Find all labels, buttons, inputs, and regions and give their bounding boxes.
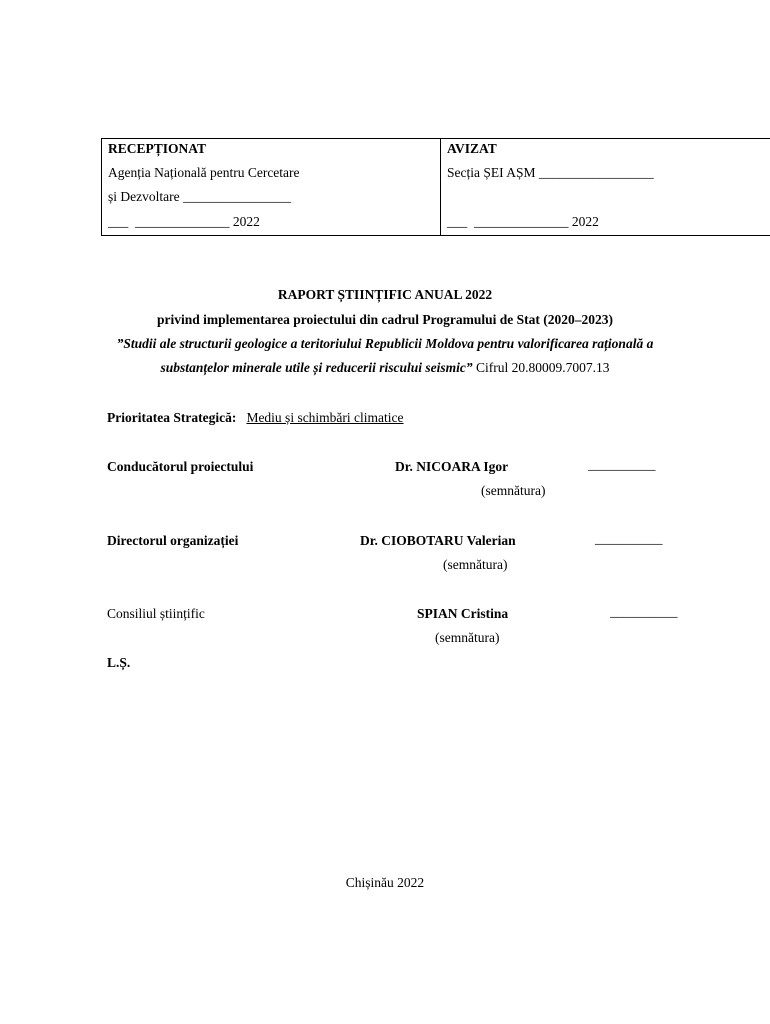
endorsed-date: ___ ______________ 2022 bbox=[447, 214, 599, 229]
signature-role-director: Directorul organizației bbox=[107, 533, 239, 548]
report-title: RAPORT ȘTIINȚIFIC ANUAL 2022 bbox=[277, 287, 493, 302]
signature-role-project-lead: Conducătorul proiectului bbox=[107, 459, 254, 474]
project-title-line1: ”Studii ale structurii geologice a teritoriului Republicii Moldova pentru valorificarea rațională a bbox=[116, 336, 654, 351]
signature-caption-council: (semnătura) bbox=[435, 630, 500, 645]
signature-line-council: __________ bbox=[610, 604, 678, 619]
received-agency-line1: Agenția Națională pentru Cercetare bbox=[108, 165, 300, 180]
signature-name-council: SPIAN Cristina bbox=[417, 606, 509, 621]
project-title-line2: substanțelor minerale utile și reducerii riscului seismic” bbox=[160, 360, 473, 375]
priority-value: Mediu și schimbări climatice bbox=[246, 410, 404, 425]
signature-name-project-lead: Dr. NICOARA Igor bbox=[395, 459, 509, 474]
approval-table bbox=[101, 138, 770, 236]
received-date: ___ ______________ 2022 bbox=[108, 214, 260, 229]
endorsed-section bbox=[441, 139, 770, 235]
priority-row bbox=[107, 410, 404, 426]
signature-caption-director: (semnătura) bbox=[443, 557, 508, 572]
signature-name-director: Dr. CIOBOTARU Valerian bbox=[360, 533, 516, 548]
received-agency-line2: și Dezvoltare ________________ bbox=[108, 189, 291, 204]
endorsed-section-line: Secția ȘEI AȘM _________________ bbox=[447, 165, 654, 180]
signature-caption-project-lead: (semnătura) bbox=[481, 483, 546, 498]
project-title-line2-container bbox=[0, 360, 770, 376]
footer-place-year: Chișinău 2022 bbox=[345, 875, 425, 890]
signature-line-project-lead: __________ bbox=[588, 457, 656, 472]
project-code: Cifrul 20.80009.7007.13 bbox=[472, 360, 610, 375]
priority-label: Prioritatea Strategică: bbox=[107, 410, 237, 425]
endorsed-heading: AVIZAT bbox=[447, 141, 497, 156]
seal-label: L.Ș. bbox=[107, 655, 131, 670]
received-section bbox=[102, 139, 441, 235]
signature-line-director: __________ bbox=[595, 531, 663, 546]
received-heading: RECEPȚIONAT bbox=[108, 141, 207, 156]
signature-role-council: Consiliul științific bbox=[107, 606, 205, 621]
report-subtitle: privind implementarea proiectului din cadrul Programului de Stat (2020–2023) bbox=[156, 312, 613, 327]
